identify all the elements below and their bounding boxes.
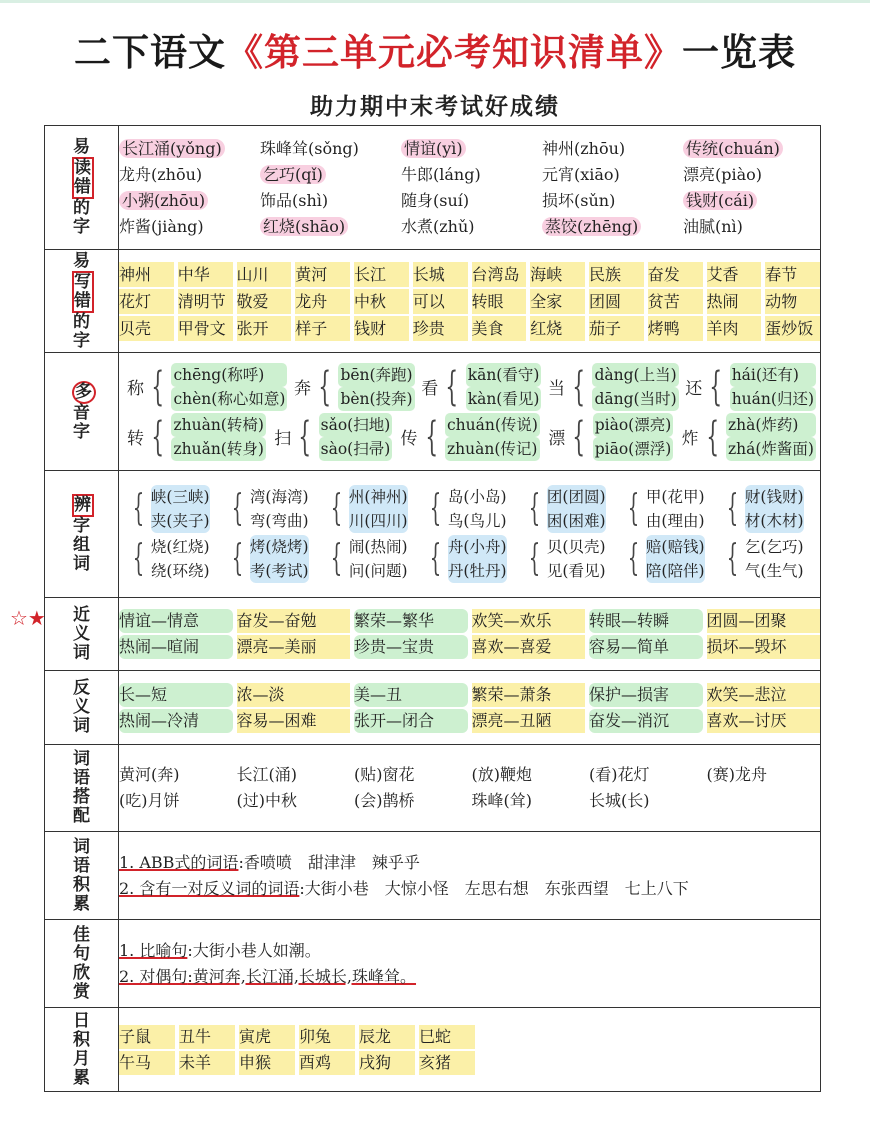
read-item [260,189,397,213]
match-item: (看)花灯 [589,765,650,784]
poly-reading-a: zhuàn(转椅) [171,413,265,437]
distinguish-word-a: 舟(小舟) [447,538,507,556]
poly-reading-a: chēng(称呼) [171,363,287,387]
distinguish-grid [127,485,816,583]
write-item: 可以 [413,289,468,314]
daily-item: 未羊 [179,1051,235,1075]
brace-icon: { [627,488,640,529]
write-item: 钱财 [354,316,409,341]
read-item-text: 元宵(xiāo) [542,164,620,184]
antonyms-item: 容易—困难 [237,709,351,733]
distinguish-words [349,535,408,583]
poly-reading-a: bēn(奔跑) [338,363,414,387]
daily-item: 辰龙 [359,1025,415,1049]
distinguish-word-b: 由(理由) [645,512,705,530]
brace-icon: { [298,413,312,460]
row-accum [45,832,821,920]
antonyms-item: 美—丑 [354,683,468,707]
brace-icon: { [726,538,739,579]
write-item: 民族 [589,262,644,287]
poly-item [548,413,673,461]
daily-item: 丑牛 [179,1025,235,1049]
write-item: 中秋 [354,289,409,314]
distinguish-item [424,535,519,583]
brace-icon: { [726,488,739,529]
poly-readings [171,413,265,461]
distinguish-item [721,485,816,533]
knowledge-table [44,125,821,1092]
distinguish-word-a: 烤(烧烤) [249,538,309,556]
top-divider [0,0,870,3]
poly-char: 炸 [681,429,699,449]
label-antonyms: 反义词 [45,671,119,745]
label-synonyms: 近义词 [45,598,119,671]
distinguish-word-b: 材(木材) [744,512,804,530]
brace-icon: { [627,538,640,579]
distinguish-word-b: 夹(夹子) [150,512,210,530]
poly-reading-a: chuán(传说) [445,413,540,437]
synonyms-item: 损坏—毁坏 [707,635,821,659]
match-item: (吃)月饼 [119,791,180,810]
read-item-text: 漂亮(piào) [683,164,763,184]
daily-item: 申猴 [239,1051,295,1075]
label-match: 词语搭配 [45,745,119,832]
distinguish-word-b: 鸟(鸟儿) [447,512,507,530]
read-item [401,163,538,187]
poly-readings [726,413,816,461]
antonyms-item: 长—短 [119,683,233,707]
brace-icon: { [231,538,244,579]
write-item: 奋发 [648,262,703,287]
read-item-text: 乞巧(qǐ) [260,165,326,184]
poly-reading-b: sào(扫帚) [319,437,393,461]
distinguish-word-b: 陪(陪伴) [645,562,705,580]
write-item: 贫苦 [648,289,703,314]
daily-grid [119,1025,820,1075]
brace-icon: { [132,538,145,579]
write-item: 敬爱 [237,289,292,314]
poly-reading-a: dàng(上当) [592,363,678,387]
read-grid [119,137,820,239]
distinguish-word-a: 团(团圆) [546,488,606,506]
synonyms-item: 漂亮—美丽 [237,635,351,659]
distinguish-word-b: 见(看见) [546,562,606,580]
antonyms-item: 欢笑—悲泣 [707,683,821,707]
synonyms-item: 奋发—奋勉 [237,609,351,633]
distinguish-word-b: 问(问题) [348,562,408,580]
distinguish-item [523,535,618,583]
poly-item [294,363,415,411]
distinguish-words [250,485,309,533]
read-item-text: 钱财(cái) [683,191,757,210]
read-item [119,215,256,239]
poly-char: 传 [400,429,418,449]
row-match [45,745,821,832]
distinguish-item [226,535,321,583]
read-item [683,163,820,187]
distinguish-item [721,535,816,583]
poly-item [421,363,541,411]
distinguish-word-a: 烧(红烧) [150,538,210,556]
brace-icon: { [709,363,723,410]
read-item [683,137,820,161]
label-daily: 日积月累 [45,1008,119,1092]
accum-line-1: 1. ABB式的词语:香喷喷 甜津津 辣乎乎 [119,852,420,872]
write-item: 红烧 [530,316,585,341]
read-item [401,137,538,161]
match-item: 长江(涌) [236,765,297,784]
antonyms-item: 繁荣—萧条 [472,683,586,707]
write-item: 珍贵 [413,316,468,341]
brace-icon: { [318,363,332,410]
synonyms-item: 繁荣—繁华 [354,609,468,633]
distinguish-words [151,535,210,583]
poly-row [127,363,816,411]
distinguish-item [325,485,420,533]
read-item [683,215,820,239]
poly-reading-b: dāng(当时) [592,387,678,411]
distinguish-item [127,535,222,583]
poly-reading-b: bèn(投奔) [338,387,414,411]
write-item: 神州 [119,262,174,287]
poly-item [274,413,392,461]
star-doodle-icon: ☆★ [10,606,46,630]
distinguish-item [127,485,222,533]
brace-icon: { [705,413,719,460]
synonyms-item: 容易—简单 [589,635,703,659]
row-write [45,250,821,353]
distinguish-words [547,485,606,533]
read-item-text: 神州(zhōu) [542,138,626,158]
poly-reading-a: piào(漂亮) [593,413,674,437]
read-item-text: 蒸饺(zhēng) [542,217,641,236]
label-sent: 佳句欣赏 [45,920,119,1008]
distinguish-word-a: 州(神州) [348,488,408,506]
write-item: 动物 [765,289,820,314]
poly-item [127,363,287,411]
synonyms-item: 情谊—情意 [119,609,233,633]
write-item: 花灯 [119,289,174,314]
daily-item: 午马 [119,1051,175,1075]
match-item: (过)中秋 [236,791,297,810]
poly-reading-a: zhà(炸药) [726,413,816,437]
distinguish-word-a: 湾(海湾) [249,488,309,506]
label-accum: 词语积累 [45,832,119,920]
distinguish-item [226,485,321,533]
match-item: 珠峰(耸) [471,791,532,810]
distinguish-words [646,485,705,533]
write-item: 转眼 [472,289,527,314]
distinguish-word-b: 考(考试) [249,562,309,580]
poly-item [685,363,816,411]
brace-icon: { [429,538,442,579]
distinguish-word-a: 闹(热闹) [348,538,408,556]
poly-char: 转 [127,429,144,449]
brace-icon: { [330,488,343,529]
read-item-text: 损坏(sǔn) [542,190,616,210]
distinguish-words [448,485,507,533]
poly-readings [319,413,393,461]
distinguish-words [250,535,309,583]
read-item [542,189,679,213]
write-item: 艾香 [707,262,762,287]
poly-char: 看 [421,379,439,399]
read-item-text: 珠峰耸(sǒng) [260,138,359,158]
poly-char: 还 [685,379,703,399]
brace-icon: { [132,488,145,529]
poly-item [127,413,266,461]
poly-reading-a: sǎo(扫地) [319,413,393,437]
read-item-text: 龙舟(zhōu) [119,164,203,184]
poly-reading-b: zhuǎn(转身) [171,437,265,461]
read-item [119,189,256,213]
read-item-text: 炸酱(jiàng) [119,216,204,236]
distinguish-word-a: 赔(赔钱) [645,538,705,556]
brace-icon: { [231,488,244,529]
write-item: 黄河 [295,262,350,287]
distinguish-word-a: 峡(三峡) [150,488,210,506]
poly-readings [171,363,287,411]
distinguish-words [547,535,606,583]
poly-char: 奔 [293,379,311,399]
poly-item [682,413,816,461]
write-item: 长城 [413,262,468,287]
row-daily [45,1008,821,1092]
read-item [260,137,397,161]
distinguish-item [523,485,618,533]
match-item: (会)鹊桥 [354,791,415,810]
write-item: 美食 [472,316,527,341]
write-grid [119,262,820,341]
synonyms-item: 团圆—团聚 [707,609,821,633]
antonyms-item: 张开—闭合 [354,709,468,733]
write-item: 长江 [354,262,409,287]
poly-char: 当 [548,379,566,399]
antonyms-item: 浓—淡 [237,683,351,707]
read-item-text: 小粥(zhōu) [119,191,208,210]
read-item [260,215,397,239]
poly-reading-b: chèn(称心如意) [171,387,287,411]
daily-item: 卯兔 [299,1025,355,1049]
distinguish-word-b: 丹(牡丹) [447,562,507,580]
write-item: 海峡 [530,262,585,287]
poly-reading-b: zhá(炸酱面) [726,437,816,461]
antonyms-grid [119,683,820,733]
distinguish-words [646,535,705,583]
accum-line-2: 2. 含有一对反义词的词语:大街小巷 大惊小怪 左思右想 东张西望 七上八下 [119,878,689,898]
row-antonyms [45,671,821,745]
poly-wrap [127,363,816,461]
read-item [119,137,256,161]
read-item-text: 红烧(shāo) [260,217,348,236]
poly-char: 称 [127,379,144,399]
match-grid [119,763,820,813]
read-item-text: 水煮(zhǔ) [401,216,475,236]
write-item: 贝壳 [119,316,174,341]
read-item [542,137,679,161]
distinguish-words [151,485,210,533]
read-item-text: 牛郎(láng) [401,164,481,184]
antonyms-item: 漂亮—丑陋 [472,709,586,733]
brace-icon: { [330,538,343,579]
label-poly: 多音字 [45,353,119,471]
antonyms-item: 奋发—消沉 [589,709,703,733]
brace-icon: { [528,488,541,529]
distinguish-words [448,535,507,583]
match-item: (贴)窗花 [354,765,415,784]
distinguish-word-a: 乞(乞巧) [744,538,804,556]
read-item [401,189,538,213]
antonyms-item: 热闹—冷清 [119,709,233,733]
poly-reading-a: kān(看守) [466,363,542,387]
write-item: 热闹 [707,289,762,314]
distinguish-word-a: 财(钱财) [744,488,804,506]
poly-item [548,363,679,411]
write-item: 羊肉 [707,316,762,341]
brace-icon: { [429,488,442,529]
daily-item: 酉鸡 [299,1051,355,1075]
brace-icon: { [424,413,438,460]
row-read [45,126,821,250]
synonyms-item: 转眼—转瞬 [589,609,703,633]
poly-readings [466,363,542,411]
synonyms-item: 热闹—喧闹 [119,635,233,659]
poly-reading-a: hái(还有) [730,363,816,387]
daily-item: 亥猪 [419,1051,475,1075]
read-item [542,163,679,187]
distinguish-word-a: 甲(花甲) [645,488,705,506]
synonyms-item: 珍贵—宝贵 [354,635,468,659]
read-item-text: 情谊(yì) [401,139,466,158]
read-item-text: 传统(chuán) [683,139,783,158]
write-item: 清明节 [178,289,233,314]
distinguish-word-b: 绕(环绕) [150,562,210,580]
distinguish-words [745,485,804,533]
distinguish-word-b: 弯(弯曲) [249,512,309,530]
brace-icon: { [445,363,459,410]
row-poly [45,353,821,471]
poly-readings [730,363,816,411]
poly-reading-b: kàn(看见) [466,387,542,411]
read-item [119,163,256,187]
distinguish-words [745,535,804,583]
label-distinguish: 辨字组词 [45,471,119,598]
read-item-text: 长江涌(yǒng) [119,139,225,158]
poly-row [127,413,816,461]
write-item: 甲骨文 [178,316,233,341]
synonyms-grid [119,609,820,659]
sent-line-2: 2. 对偶句:黄河奔,长江涌,长城长,珠峰耸。 [119,966,417,986]
distinguish-word-b: 气(生气) [744,562,804,580]
read-item [401,215,538,239]
antonyms-item: 喜欢—讨厌 [707,709,821,733]
write-item: 茄子 [589,316,644,341]
poly-reading-b: huán(归还) [730,387,816,411]
row-distinguish [45,471,821,598]
read-item-text: 饰品(shì) [260,190,329,210]
write-item: 中华 [178,262,233,287]
brace-icon: { [572,413,586,460]
synonyms-item: 喜欢—喜爱 [472,635,586,659]
match-item: 黄河(奔) [119,765,180,784]
page-title: 二下语文《第三单元必考知识清单》一览表 [74,30,796,74]
sent-line-1: 1. 比喻句:大街小巷人如潮。 [119,940,321,960]
distinguish-word-b: 困(困难) [546,512,606,530]
brace-icon: { [572,363,586,410]
distinguish-item [325,535,420,583]
row-sent [45,920,821,1008]
poly-reading-b: zhuàn(传记) [445,437,540,461]
poly-readings [593,413,674,461]
poly-char: 扫 [274,429,292,449]
row-synonyms [45,598,821,671]
page-subtitle: 助力期中末考试好成绩 [310,93,560,120]
brace-icon: { [151,413,165,460]
read-item [542,215,679,239]
synonyms-item: 欢笑—欢乐 [472,609,586,633]
poly-char: 漂 [548,429,566,449]
write-item: 龙舟 [295,289,350,314]
read-item-text: 油腻(nì) [683,216,743,236]
label-write: 易写错的字 [45,250,119,353]
match-item: (放)鞭炮 [471,765,532,784]
read-item-text: 随身(suí) [401,190,470,210]
poly-readings [592,363,678,411]
daily-item: 子鼠 [119,1025,175,1049]
read-item [683,189,820,213]
poly-reading-b: piāo(漂浮) [593,437,674,461]
daily-item: 巳蛇 [419,1025,475,1049]
distinguish-word-a: 岛(小岛) [447,488,507,506]
distinguish-words [349,485,408,533]
write-item: 烤鸭 [648,316,703,341]
write-item: 样子 [295,316,350,341]
distinguish-item [424,485,519,533]
brace-icon: { [151,363,165,410]
write-item: 山川 [237,262,292,287]
label-read: 易读错的字 [45,126,119,250]
match-item: (赛)龙舟 [706,765,767,784]
distinguish-word-a: 贝(贝壳) [546,538,606,556]
write-item: 蛋炒饭 [765,316,820,341]
write-item: 全家 [530,289,585,314]
distinguish-item [622,485,717,533]
write-item: 张开 [237,316,292,341]
brace-icon: { [528,538,541,579]
daily-item: 寅虎 [239,1025,295,1049]
poly-readings [338,363,414,411]
poly-item [401,413,540,461]
poly-readings [445,413,540,461]
daily-item: 戌狗 [359,1051,415,1075]
match-item: 长城(长) [589,791,650,810]
antonyms-item: 保护—损害 [589,683,703,707]
write-item: 团圆 [589,289,644,314]
write-item: 春节 [765,262,820,287]
read-item [260,163,397,187]
distinguish-item [622,535,717,583]
distinguish-word-b: 川(四川) [348,512,408,530]
write-item: 台湾岛 [472,262,527,287]
